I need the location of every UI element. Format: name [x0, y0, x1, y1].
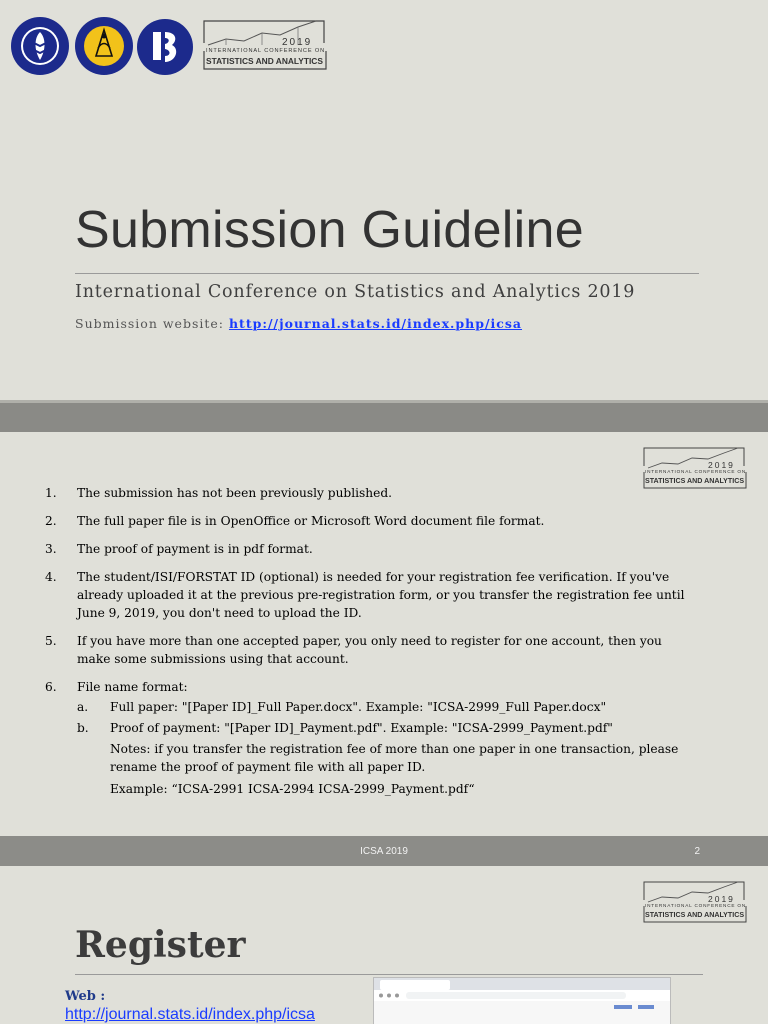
subtitle: International Conference on Statistics and Analytics 2019	[75, 282, 636, 302]
website-link[interactable]: http://journal.stats.id/index.php/icsa	[228, 316, 523, 331]
icsa-conference-logo	[640, 878, 750, 926]
slide-separator-line	[0, 400, 768, 403]
item-text: The student/ISI/FORSTAT ID (optional) is needed for your registration fee verification. If you've already uploaded it at the previous pre-registration form, or you transfer the registration fee until June 9, 2019, you don't need to upload the ID.	[77, 570, 685, 620]
page-title: Submission Guideline	[75, 201, 584, 259]
subitem-text: Full paper: "[Paper ID]_Full Paper.docx". Example: "ICSA-2999_Full Paper.docx"	[110, 700, 607, 714]
subitem-number: a.	[77, 700, 89, 714]
website-label: Submission website:	[75, 316, 229, 331]
sub-list-item	[77, 719, 695, 737]
item-text: File name format:	[77, 680, 188, 694]
item-text: The submission has not been previously published.	[77, 486, 393, 500]
item-text: The full paper file is in OpenOffice or Microsoft Word document file format.	[77, 514, 545, 528]
item-number: 1.	[45, 486, 57, 500]
conf-logo-line1: INTERNATIONAL CONFERENCE ON	[645, 469, 747, 474]
footer-page-number: 2	[694, 846, 700, 857]
item-number: 4.	[45, 570, 57, 584]
list-item	[45, 512, 695, 530]
payment-example: Example: “ICSA-2991 ICSA-2994 ICSA-2999_Payment.pdf“	[110, 782, 475, 796]
title-slide	[0, 0, 768, 400]
subitem-number: b.	[77, 721, 89, 735]
icsa-conference-logo	[200, 17, 330, 75]
title-divider	[75, 974, 703, 975]
register-web-link[interactable]: http://journal.stats.id/index.php/icsa	[65, 1006, 315, 1023]
guideline-list	[45, 484, 695, 808]
file-format-subitems	[77, 698, 695, 798]
item-number: 5.	[45, 634, 57, 648]
guideline-slide	[0, 432, 768, 836]
footer-conference: ICSA 2019	[360, 846, 408, 857]
list-item	[45, 632, 695, 668]
slide-footer	[0, 836, 768, 866]
conf-logo-line2: STATISTICS AND ANALYTICS	[206, 56, 323, 66]
dikti-seal-logo	[74, 16, 134, 76]
payment-note: Notes: if you transfer the registration fee of more than one paper in one transaction, please rename the proof of payment file with all paper ID.	[110, 742, 679, 774]
conf-logo-year: 2019	[282, 37, 313, 48]
web-label: Web :	[65, 989, 106, 1004]
conf-logo-year: 2019	[708, 460, 735, 470]
list-item	[45, 484, 695, 502]
register-title: Register	[75, 924, 246, 966]
conf-logo-year: 2019	[708, 894, 735, 904]
item-number: 6.	[45, 680, 57, 694]
item-text: The proof of payment is in pdf format.	[77, 542, 313, 556]
item-text: If you have more than one accepted paper, you only need to register for one account, then you make some submissions using that account.	[77, 634, 662, 666]
register-slide	[0, 866, 768, 1024]
item-number: 3.	[45, 542, 57, 556]
conf-logo-line1: INTERNATIONAL CONFERENCE ON	[645, 903, 747, 908]
list-item	[45, 568, 695, 622]
conf-logo-line2: STATISTICS AND ANALYTICS	[645, 911, 745, 919]
conf-logo-line1: INTERNATIONAL CONFERENCE ON	[206, 48, 326, 54]
sub-list-item	[77, 698, 695, 716]
slide-separator	[0, 400, 768, 432]
list-item	[45, 678, 695, 798]
browser-screenshot	[373, 977, 671, 1024]
conf-logo-line2: STATISTICS AND ANALYTICS	[645, 477, 745, 485]
subitem-text: Proof of payment: "[Paper ID]_Payment.pdf". Example: "ICSA-2999_Payment.pdf"	[110, 721, 613, 735]
submission-website	[75, 316, 522, 331]
list-item	[45, 540, 695, 558]
title-divider	[75, 273, 699, 274]
isi-logo	[136, 18, 196, 78]
ipb-seal-logo	[10, 16, 70, 76]
item-number: 2.	[45, 514, 57, 528]
